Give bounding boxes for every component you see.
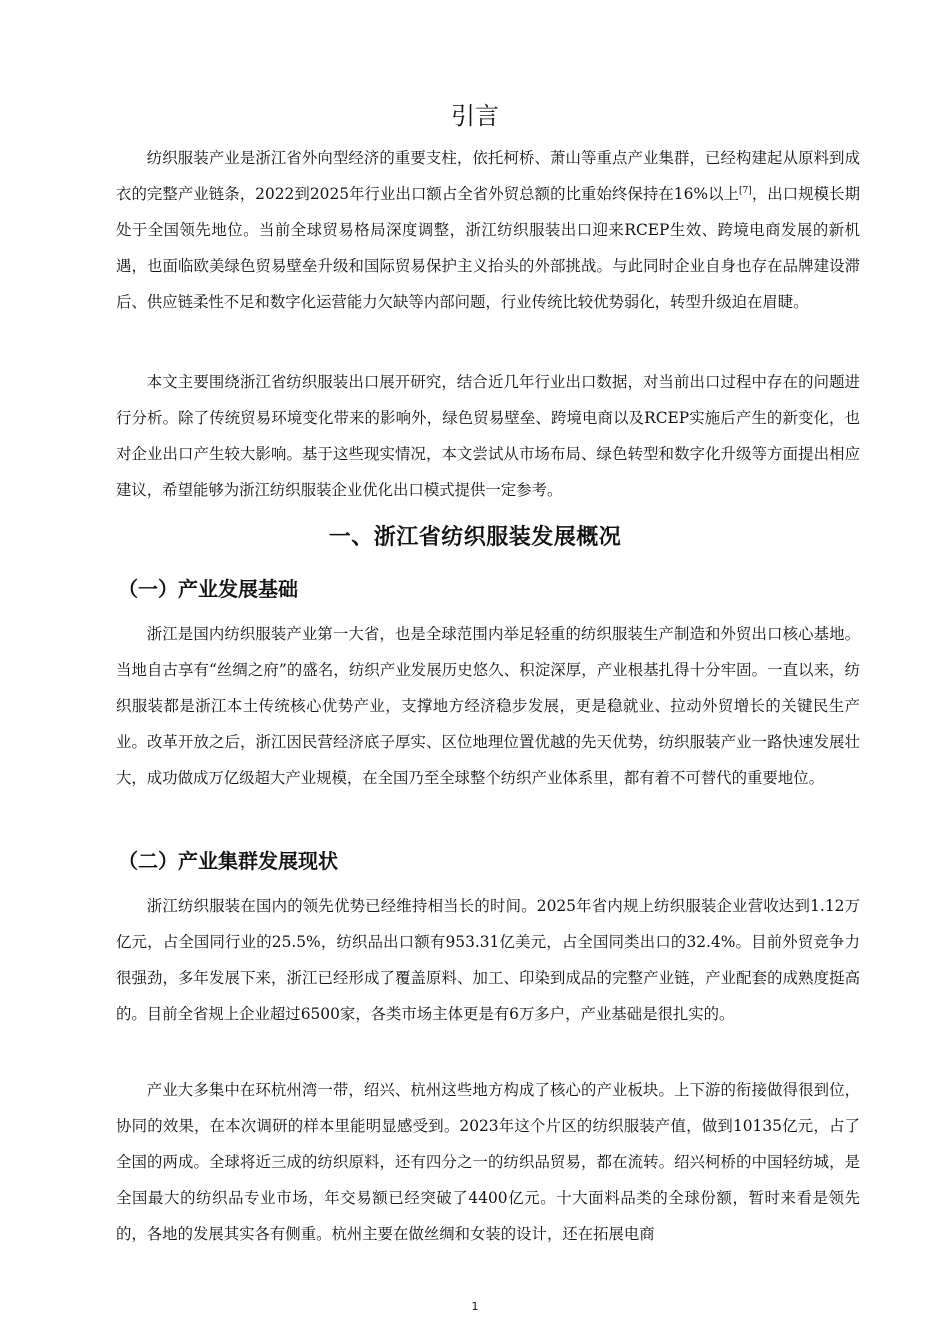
page-number: 1 <box>471 1300 479 1313</box>
section-heading-2: （二）产业集群发展现状 <box>118 849 338 873</box>
section-1-paragraph: 浙江是国内纺织服装产业第一大省，也是全球范围内举足轻重的纺织服装生产制造和外贸出口核心基地。当地自古享有“丝绸之府”的盛名，纺织产业发展历史悠久、积淀深厚，产业根基扎得十分牢固。一直以来，纺织服装都是浙江本土传统核心优势产业，支撑地方经济稳步发展，更是稳就业、拉动外贸增长的关键民生产业。改革开放之后，浙江因民营经济底子厚实、区位地理位置优越的先天优势，纺织服装产业一路快速发展壮大，成功做成万亿级超大产业规模，在全国乃至全球整个纺织产业体系里，都有着不可替代的重要地位。 <box>116 625 860 787</box>
intro-paragraph-1-continued: ，出口规模长期处于全国领先地位。当前全球贸易格局深度调整，浙江纺织服装出口迎来RCEP生效、跨境电商发展的新机遇，也面临欧美绿色贸易壁垒升级和国际贸易保护主义抬头的外部挑战。与此同时企业自身也存在品牌建设滞后、供应链柔性不足和数字化运营能力欠缺等内部问题，行业传统比较优势弱化，转型升级迫在眉睫。 <box>116 185 860 311</box>
citation-marker: [7] <box>739 185 752 196</box>
section-2-paragraph-1: 浙江纺织服装在国内的领先优势已经维持相当长的时间。2025年省内规上纺织服装企业营收达到1.12万亿元，占全国同行业的25.5%，纺织品出口额有953.31亿美元，占全国同类出口的32.4%。目前外贸竞争力很强劲，多年发展下来，浙江已经形成了覆盖原料、加工、印染到成品的完整产业链，产业配套的成熟度挺高的。目前全省规上企业超过6500家，各类市场主体更是有6万多户，产业基础是很扎实的。 <box>116 897 860 1023</box>
intro-paragraph-1 <box>116 140 860 320</box>
intro-heading: 引言 <box>451 102 499 130</box>
intro-paragraph-1-text: 纺织服装产业是浙江省外向型经济的重要支柱，依托柯桥、萧山等重点产业集群，已经构建起从原料到成衣的完整产业链条，2022到2025年行业出口额占全省外贸总额的比重始终保持在16%以上 <box>116 149 860 203</box>
intro-paragraph-2: 本文主要围绕浙江省纺织服装出口展开研究，结合近几年行业出口数据，对当前出口过程中存在的问题进行分析。除了传统贸易环境变化带来的影响外，绿色贸易壁垒、跨境电商以及RCEP实施后产生的新变化，也对企业出口产生较大影响。基于这些现实情况，本文尝试从市场布局、绿色转型和数字化升级等方面提出相应建议，希望能够为浙江纺织服装企业优化出口模式提供一定参考。 <box>116 373 860 499</box>
section-heading-1: （一）产业发展基础 <box>118 577 298 601</box>
chapter-heading: 一、浙江省纺织服装发展概况 <box>328 525 622 550</box>
section-2-paragraph-2: 产业大多集中在环杭州湾一带，绍兴、杭州这些地方构成了核心的产业板块。上下游的衔接做得很到位，协同的效果，在本次调研的样本里能明显感受到。2023年这个片区的纺织服装产值，做到10135亿元，占了全国的两成。全球将近三成的纺织原料，还有四分之一的纺织品贸易，都在流转。绍兴柯桥的中国轻纺城，是全国最大的纺织品专业市场，年交易额已经突破了4400亿元。十大面料品类的全球份额，暂时来看是领先的，各地的发展其实各有侧重。杭州主要在做丝绸和女装的设计，还在拓展电商 <box>116 1081 860 1243</box>
